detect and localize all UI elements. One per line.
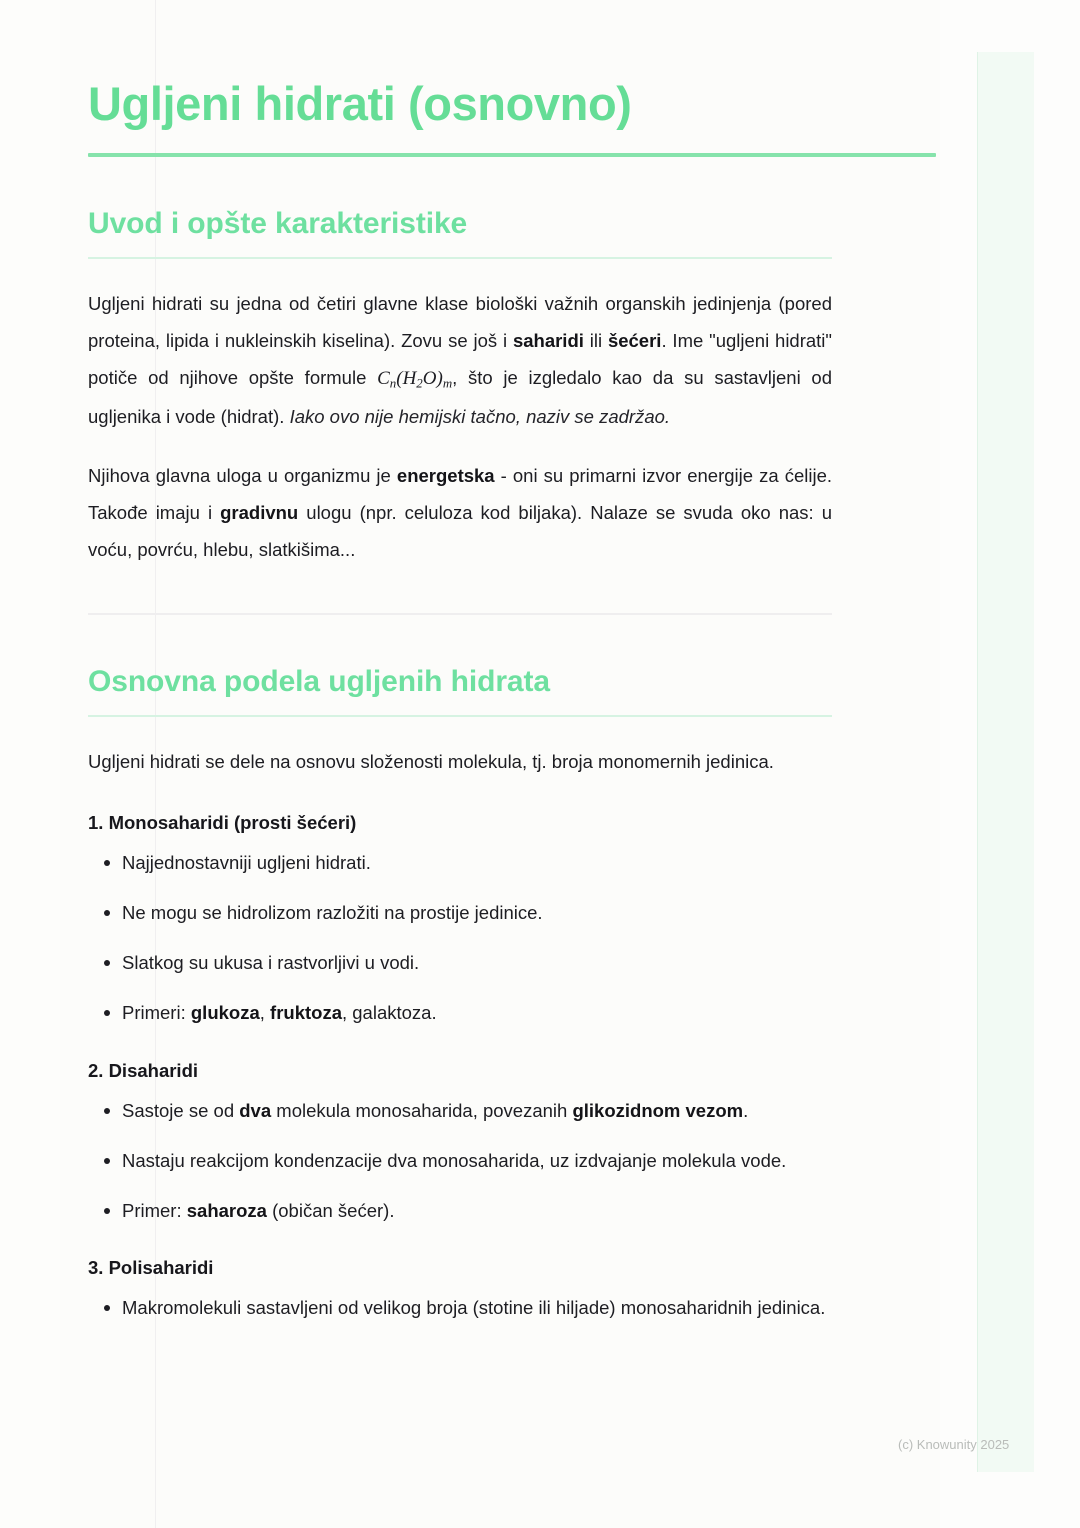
emphasis-bold: šećeri (607, 329, 662, 351)
bullet-list-polisaharidi (88, 1293, 832, 1323)
emphasis-bold: saharoza (186, 1199, 267, 1221)
list-item: Ne mogu se hidrolizom razložiti na prostije jedinice. (88, 898, 832, 928)
list-item: Nastaju reakcijom kondenzacije dva monosaharida, uz izdvajanje molekula vode. (88, 1146, 832, 1176)
title-divider (88, 153, 936, 157)
paragraph-intro-1: Ugljeni hidrati su jedna od četiri glavne klase biološki važnih organskih jedinjenja (pored proteina, lipida i nukleinskih kiselina). Zovu se još i saharidi ili šećeri. Ime "ugljeni hidrati" potiče od njihove opšte formule $C_n(H_2O)_m$, što je izgledalo kao da su sastavljeni od ugljenika i vode (hidrat). Iako ovo nije hemijski tačno, naziv se zadržao. (88, 292, 832, 427)
emphasis-bold: fruktoza (270, 1001, 342, 1023)
bullet-list-monosaharidi (88, 848, 832, 1028)
copyright-watermark: (c) Knowunity 2025 (898, 1437, 1010, 1452)
emphasis-bold: glikozidnom vezom (572, 1099, 744, 1121)
paragraph-intro-2: Njihova glavna uloga u organizmu je energetska - oni su primarni izvor energije za ćelije. Takođe imaju i gradivnu ulogu (npr. celuloza kod biljaka). Nalaze se svuda oko nas: u voću, povrću, hlebu, slatkišima... (88, 464, 833, 560)
list-item: Slatkog su ukusa i rastvorljivi u vodi. (88, 948, 832, 978)
bullet-list-disaharidi (88, 1096, 832, 1226)
emphasis-italic: Iako ovo nije hemijski tačno, naziv se zadržao. (289, 405, 671, 427)
section-divider (88, 613, 832, 615)
list-item: Sastoje se od dva molekula monosaharida, povezanih glikozidnom vezom. (88, 1096, 832, 1126)
section-heading-underline (88, 257, 832, 259)
right-edge-panel (977, 52, 1034, 1472)
list-item: Primer: saharoza (običan šećer). (88, 1196, 832, 1226)
list-item: Najjednostavniji ugljeni hidrati. (88, 848, 832, 878)
group-title-disaharidi: 2. Disaharidi (88, 1059, 199, 1081)
emphasis-bold: dva (239, 1099, 272, 1121)
section-heading-intro: Uvod i opšte karakteristike (88, 206, 468, 240)
section-heading-underline-2 (88, 715, 832, 717)
section-heading-podela: Osnovna podela ugljenih hidrata (88, 664, 550, 698)
group-title-polisaharidi: 3. Polisaharidi (88, 1257, 214, 1279)
list-item: Makromolekuli sastavljeni od velikog broja (stotine ili hiljade) monosaharidnih jedinica. (88, 1293, 832, 1323)
emphasis-bold: gradivnu (220, 501, 299, 523)
paragraph-podela-intro: Ugljeni hidrati se dele na osnovu složenosti molekula, tj. broja monomernih jedinica. (88, 750, 774, 772)
group-title-monosaharidi: 1. Monosaharidi (prosti šećeri) (88, 811, 357, 833)
document-content (88, 78, 832, 1323)
page-title: Ugljeni hidrati (osnovno) (88, 77, 632, 130)
emphasis-bold: saharidi (512, 329, 584, 351)
emphasis-bold: energetska (396, 464, 495, 486)
chemical-formula: $C_n(H_2O)_m$ (377, 367, 453, 391)
list-item: Primeri: glukoza, fruktoza, galaktoza. (88, 998, 832, 1028)
emphasis-bold: glukoza (190, 1001, 260, 1023)
